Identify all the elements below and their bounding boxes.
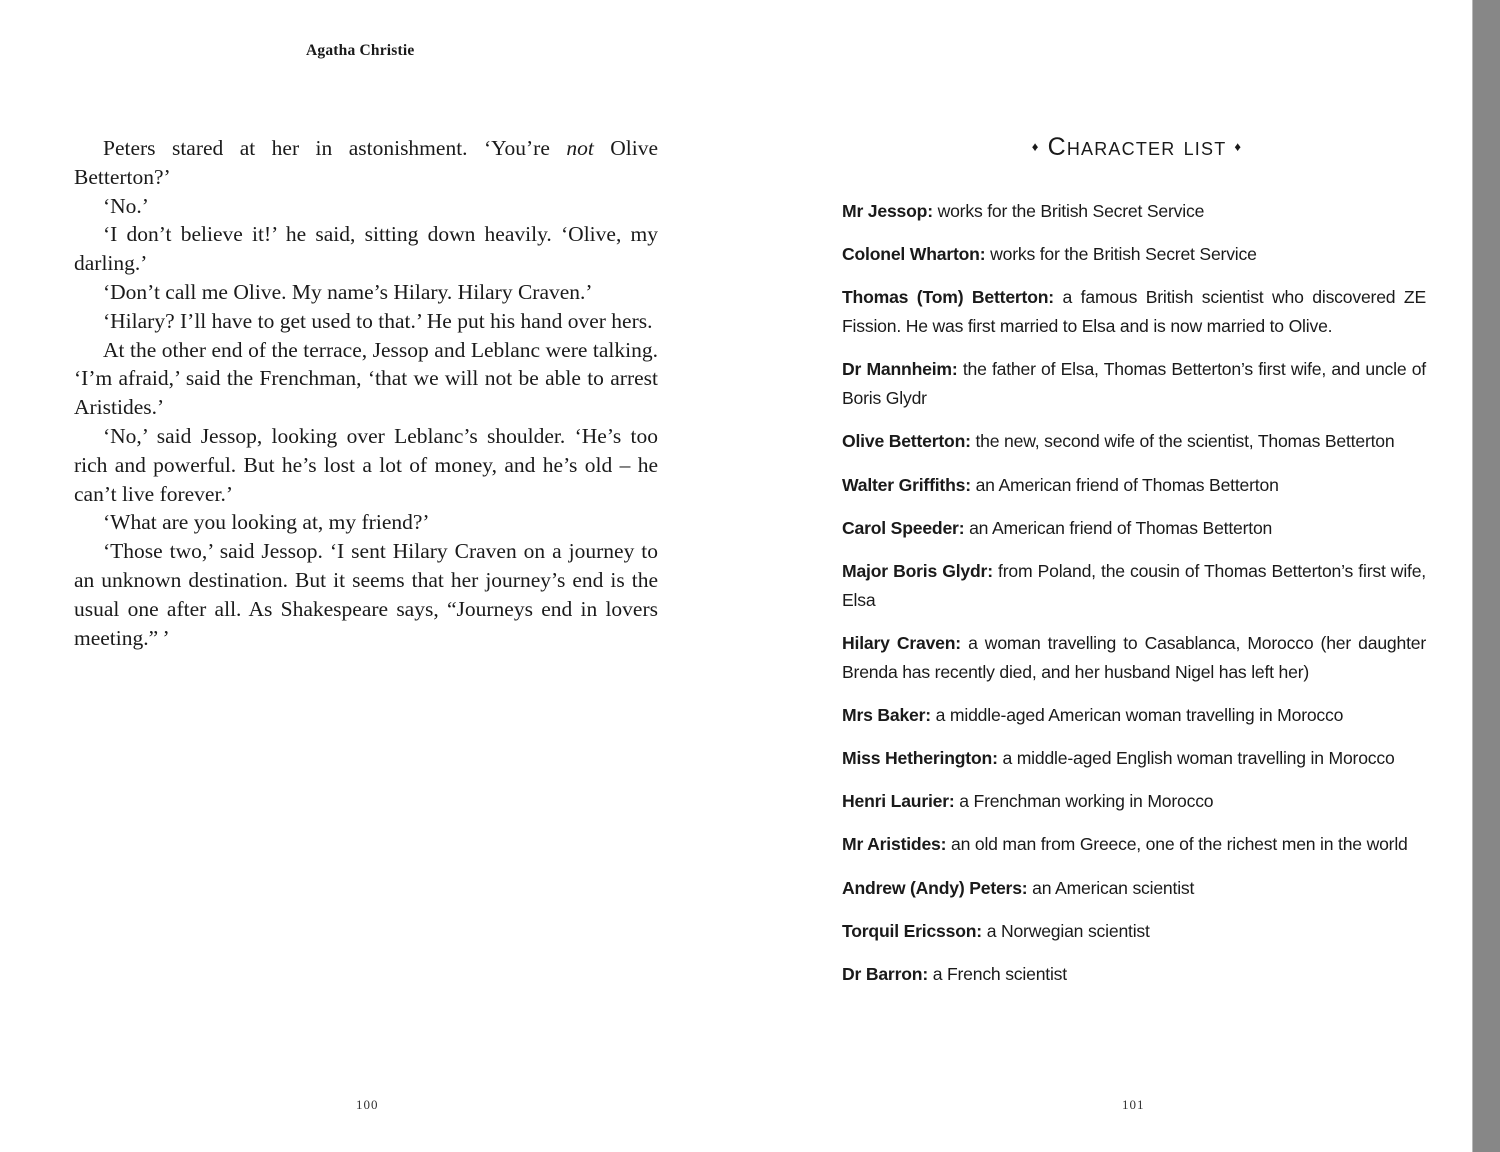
character-name: Carol Speeder: (842, 517, 965, 538)
character-description: from Poland, the cousin of Thomas Betterton’s first wife, Elsa (842, 560, 1426, 610)
character-description: a Norwegian scientist (986, 920, 1150, 941)
story-text (74, 134, 658, 652)
character-name: Mrs Baker: (842, 704, 931, 725)
character-entry (842, 355, 1426, 413)
paragraph: ‘I don’t believe it!’ he said, sitting down heavily. ‘Olive, my darling.’ (74, 222, 658, 276)
character-name: Colonel Wharton: (842, 244, 986, 265)
character-name: Dr Barron: (842, 964, 928, 984)
character-description: an old man from Greece, one of the richest men in the world (951, 834, 1408, 855)
character-description: works for the British Secret Service (937, 201, 1205, 221)
character-entry (842, 427, 1426, 456)
text-run: Peters stared at her in astonishment. ‘You’re (103, 136, 567, 160)
character-name: Olive Betterton: (842, 431, 971, 452)
paragraph (74, 134, 658, 192)
character-name: Andrew (Andy) Peters: (842, 877, 1028, 898)
character-description: the new, second wife of the scientist, Thomas Betterton (975, 431, 1395, 452)
character-entry (842, 283, 1426, 341)
page-number: 100 (356, 1097, 379, 1112)
character-entry (842, 960, 1426, 989)
diamond-ornament-icon: ♦ (1234, 139, 1243, 154)
character-name: Thomas (Tom) Betterton: (842, 287, 1054, 308)
character-name: Hilary Craven: (842, 632, 961, 653)
paragraph: ‘No.’ (103, 193, 149, 218)
character-name: Mr Jessop: (842, 201, 933, 221)
character-description: an American friend of Thomas Betterton (975, 474, 1279, 495)
character-description: a middle-aged American woman travelling in Morocco (935, 704, 1344, 725)
character-description: works for the British Secret Service (990, 244, 1257, 265)
character-description: the father of Elsa, Thomas Betterton’s first wife, and uncle of Boris Glydr (842, 359, 1426, 409)
right-page (740, 0, 1472, 1152)
character-description: a famous British scientist who discovered ZE Fission. He was first married to Elsa and is now married to Olive. (842, 287, 1426, 337)
heading-text: Character list (1047, 133, 1227, 161)
character-description: an American scientist (1032, 877, 1195, 898)
paragraph: ‘Don’t call me Olive. My name’s Hilary. Hilary Craven.’ (103, 279, 593, 304)
paragraph: ‘What are you looking at, my friend?’ (103, 510, 430, 535)
character-entry (842, 514, 1426, 543)
character-entry (842, 701, 1426, 730)
character-description: a woman travelling to Casablanca, Morocco (her daughter Brenda has recently died, and her husband Nigel has left her) (842, 632, 1427, 682)
page-number: 101 (1122, 1097, 1145, 1112)
paragraph: At the other end of the terrace, Jessop and Leblanc were talking. ‘I’m afraid,’ said the Frenchman, ‘that we will not be able to arrest Aristides.’ (74, 337, 658, 420)
character-description: a Frenchman working in Morocco (959, 791, 1214, 812)
character-name: Mr Aristides: (842, 834, 947, 855)
character-list-heading (740, 133, 1500, 162)
character-list (842, 197, 1426, 1003)
character-entry (842, 874, 1426, 903)
character-description: an American friend of Thomas Betterton (969, 517, 1273, 538)
left-page (0, 0, 740, 1152)
character-entry (842, 240, 1426, 269)
running-head: Agatha Christie (306, 42, 415, 59)
diamond-ornament-icon: ♦ (1031, 139, 1040, 154)
text-run: Olive Betterton?’ (74, 136, 658, 189)
character-entry (842, 197, 1426, 226)
character-entry (842, 830, 1426, 859)
character-entry (842, 557, 1426, 615)
character-name: Major Boris Glydr: (842, 560, 993, 581)
character-entry (842, 471, 1426, 500)
character-name: Torquil Ericsson: (842, 920, 982, 941)
character-name: Henri Laurier: (842, 791, 955, 812)
paragraph: ‘No,’ said Jessop, looking over Leblanc’s shoulder. ‘He’s too rich and powerful. But he’s lost a lot of money, and he’s old – he can’t live forever.’ (74, 423, 658, 506)
character-entry (842, 744, 1426, 773)
character-entry (842, 917, 1426, 946)
paragraph: ‘Those two,’ said Jessop. ‘I sent Hilary Craven on a journey to an unknown destination. But it seems that her journey’s end is the usual one after all. As Shakespeare says, “Journeys end in lovers meeting.” ’ (74, 539, 658, 650)
character-description: a middle-aged English woman travelling in Morocco (1002, 748, 1395, 769)
page-edge-scrollbar[interactable] (1472, 0, 1500, 1152)
paragraph: ‘Hilary? I’ll have to get used to that.’ He put his hand over hers. (103, 308, 653, 333)
character-entry (842, 629, 1426, 687)
character-entry (842, 787, 1426, 816)
character-name: Dr Mannheim: (842, 359, 958, 380)
character-name: Walter Griffiths: (842, 474, 971, 495)
emphasis: not (566, 136, 594, 160)
character-description: a French scientist (932, 964, 1067, 984)
character-name: Miss Hetherington: (842, 748, 998, 769)
